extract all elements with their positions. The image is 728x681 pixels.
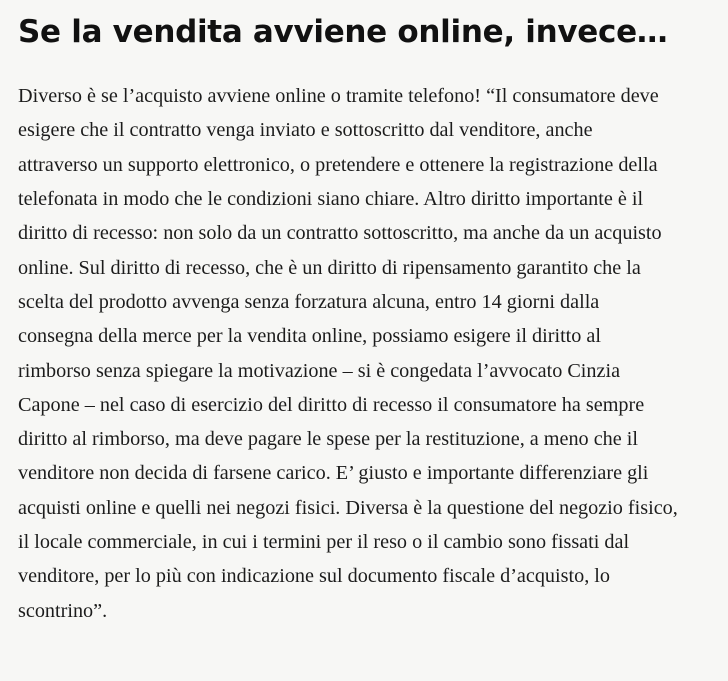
paragraph-line: online. Sul diritto di recesso, che è un diritto di ripensamento garantito che la: [18, 256, 641, 279]
paragraph-line: consegna della merce per la vendita online, possiamo esigere il diritto al: [18, 325, 601, 348]
article-heading: Se la vendita avviene online, invece…: [18, 14, 668, 50]
paragraph-line: scelta del prodotto avvenga senza forzatura alcuna, entro 14 giorni dalla: [18, 290, 600, 313]
paragraph-line: diritto di recesso: non solo da un contratto sottoscritto, ma anche da un acquisto: [18, 222, 662, 245]
paragraph-line: Capone – nel caso di esercizio del diritto di recesso il consumatore ha sempre: [18, 393, 645, 416]
paragraph-line: attraverso un supporto elettronico, o pretendere e ottenere la registrazione della: [18, 153, 658, 176]
paragraph-line: venditore non decida di farsene carico. E’ giusto e importante differenziare gli: [18, 462, 649, 485]
paragraph-line: esigere che il contratto venga inviato e sottoscritto dal venditore, anche: [18, 119, 593, 142]
paragraph-line: venditore, per lo più con indicazione sul documento fiscale d’acquisto, lo: [18, 565, 610, 588]
paragraph-line: scontrino”.: [18, 599, 108, 622]
article-paragraph: [18, 79, 718, 628]
paragraph-line: rimborso senza spiegare la motivazione – si è congedata l’avvocato Cinzia: [18, 359, 621, 382]
paragraph-line: acquisti online e quelli nei negozi fisici. Diversa è la questione del negozio fisico,: [18, 496, 678, 519]
article: [18, 14, 718, 628]
paragraph-line: telefonata in modo che le condizioni siano chiare. Altro diritto importante è il: [18, 188, 644, 211]
paragraph-line: Diverso è se l’acquisto avviene online o tramite telefono! “Il consumatore deve: [18, 85, 659, 108]
paragraph-line: il locale commerciale, in cui i termini per il reso o il cambio sono fissati dal: [18, 531, 630, 554]
paragraph-line: diritto al rimborso, ma deve pagare le spese per la restituzione, a meno che il: [18, 428, 638, 451]
